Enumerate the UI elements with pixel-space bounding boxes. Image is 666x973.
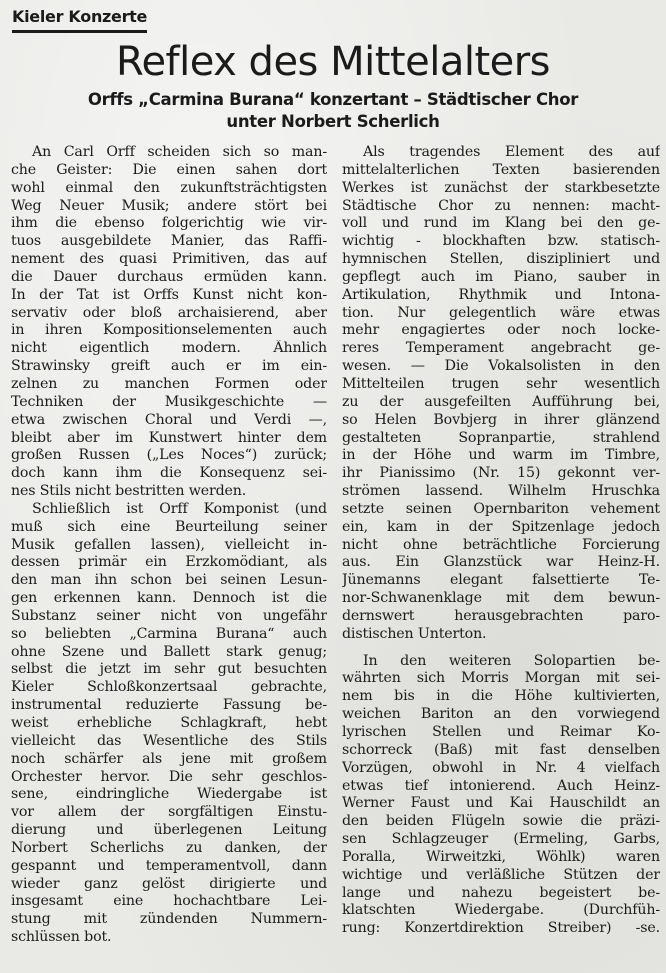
text-line: nement des quasi Primitiven, das auf [11,251,327,268]
text-line: etwa zwischen Choral und Verdi —, [11,411,327,428]
text-line: mehr engagiertes oder noch locke- [342,322,660,339]
right-column [342,144,660,938]
text-line: schlüssen bot. [11,929,112,946]
text-line: Vorzügen, obwohl in Nr. 4 vielfach [342,759,660,776]
text-line: stung mit zündenden Nummern- [11,911,327,928]
text-line: reres Temperament angebracht ge- [342,340,660,357]
text-line: tion. Nur gelegentlich wäre etwas [342,304,660,321]
text-line: lyrischen Stellen und Reimar Ko- [342,724,660,740]
text-line: sen Schlagzeuger (Ermeling, Garbs, [342,831,660,848]
text-line: weichen Bariton an den vorwiegend [342,706,660,723]
text-line: lange und nahezu begeistert be- [342,884,660,901]
text-line: Norbert Scherlichs zu danken, der [11,839,327,856]
text-line: in der Höhe und warm im Timbre, [342,447,660,464]
text-line: so Helen Bovbjerg in ihrer glänzend [342,411,660,428]
text-line: bleibt aber im Kunstwert hinter dem [11,429,327,446]
text-line: muß sich eine Beurteilung seiner [11,518,327,535]
text-line: mittelalterlichen Texten basierenden [342,161,660,178]
text-line: nicht eigentlich modern. Ähnlich [11,340,327,357]
text-line: sene, eindringliche Wiedergabe ist [11,786,327,803]
text-line: gespannt und temperamentvoll, dann [11,857,327,874]
text-line: dessen primär ein Erzkomödiant, als [11,554,327,571]
text-line: Mittelteilen trugen sehr wesentlich [342,375,660,392]
text-line: zelnen zu manchen Formen oder [11,375,327,392]
text-line: voll und rund im Klang bei den ge- [342,215,660,232]
text-line: hymnischen Stellen, diszipliniert und [342,251,660,268]
text-line: wichtig - blockhaften bzw. statisch- [342,233,660,250]
text-line: nicht ohne beträchtliche Forcierung [342,536,660,553]
text-line: Poralla, Wirweitzki, Wöhlk) waren [342,848,660,865]
text-line: Schließlich ist Orff Komponist (und [32,500,327,517]
text-line: nes Stils nicht bestritten werden. [11,483,247,500]
paragraph-gap [342,644,660,653]
text-line: weist erhebliche Schlagkraft, hebt [11,715,327,731]
subheadline-line: unter Norbert Scherlich [226,112,440,131]
text-line: wieder ganz gelöst dirigierte und [11,875,327,892]
text-line: instrumental reduzierte Fassung be- [11,697,327,714]
text-line: wohl einmal den zukunftsträchtigsten [11,179,327,196]
text-line: servativ oder bloß archaisierend, aber [11,304,327,321]
text-line: noch schärfer als jene mit großem [11,750,327,767]
text-line: rung: Konzertdirektion Streiber) -se. [342,920,660,937]
text-line: ihr Pianissimo (Nr. 15) gekonnt ver- [342,465,660,482]
text-line: Orchester hervor. Die sehr geschlos- [11,768,327,785]
section-kicker: Kieler Konzerte [12,6,147,33]
subheadline [0,89,666,133]
text-line: Weg Neuer Musik; andere stört bei [11,197,327,214]
text-line: selbst die jetzt im sehr gut besuchten [11,661,327,678]
text-line: In den weiteren Solopartien be- [363,652,660,669]
text-line: vielleicht das Wesentliche des Stils [11,732,327,749]
text-line: nor-Schwanenklage mit dem bewun- [342,590,660,607]
text-line: gen erkennen kann. Dennoch ist die [11,590,327,607]
text-line: wesen. — Die Vokalsolisten in den [342,358,660,375]
text-line: An Carl Orff scheiden sich so man- [32,144,327,160]
text-line: in ihren Kompositionselementen auch [11,322,327,339]
text-line: che Geister: Die einen sahen dort [11,161,327,178]
text-line: Substanz seiner nicht von ungefähr [11,607,327,624]
text-line: nem bis in die Höhe kultivierten, [342,688,660,705]
text-line: Musik gefallen lassen), vielleicht in- [11,536,327,553]
left-column [11,144,327,947]
text-line: Als tragendes Element des auf [363,144,660,160]
text-line: setzte seinen Opernbariton vehement [342,500,660,517]
text-line: großen Russen („Les Noces“) zurück; [11,447,327,464]
text-line: die Dauer durchaus ermüden kann. [11,268,327,285]
text-line: so beliebten „Carmina Burana“ auch [11,625,327,642]
text-line: distischen Unterton. [342,625,487,642]
text-line: den beiden Flügeln sowie die präzi- [342,813,660,830]
text-line: wichtige und verläßliche Stützen der [342,866,660,883]
text-line: Werner Faust und Kai Hauschildt an [342,795,660,812]
text-line: gepflegt auch im Piano, sauber in [342,268,660,285]
text-line: Städtische Chor zu nennen: macht- [342,197,660,214]
text-line: insgesamt eine hochachtbare Lei- [11,893,327,910]
text-line: dierung und überlegenen Leitung [11,822,327,839]
subheadline-line: Orffs „Carmina Burana“ konzertant – Städtischer Chor [87,90,579,109]
text-line: dernswert herausgebrachten paro- [342,607,660,624]
text-line: In der Tat ist Orffs Kunst nicht kon- [11,286,327,303]
text-line: Jünemanns elegant falsettierte Te- [342,572,660,589]
text-line: strömen lassend. Wilhelm Hruschka [342,483,660,500]
text-line: ohne Szene und Ballett stark genug; [11,643,327,660]
text-line: ihm die ebenso folgerichtig wie vir- [11,215,327,232]
text-line: ein, kam in der Spitzenlage jedoch [342,518,660,535]
text-line: Techniken der Musikgeschichte — [11,393,327,410]
text-line: vor allem der sorgfältigen Einstu- [11,804,327,821]
text-line: aus. Ein Glanzstück war Heinz-H. [342,554,660,571]
text-line: Strawinsky greift auch er im ein- [11,358,327,375]
text-line: tuos ausgebildete Manier, das Raffi- [11,233,327,250]
text-line: zu der ausgefeilten Aufführung bei, [342,393,660,410]
text-line: gestalteten Sopranpartie, strahlend [342,429,660,446]
text-line: schorreck (Baß) mit fast denselben [342,741,660,758]
text-line: den man ihn schon bei seinen Lesun- [11,572,327,589]
text-line: doch kann ihm die Konsequenz sei- [11,465,327,482]
text-line: klatschten Wiedergabe. (Durchfüh- [342,902,660,919]
headline: Reflex des Mittelalters [115,39,551,85]
text-line: Artikulation, Rhythmik und Intona- [342,286,660,303]
text-line: währten sich Morris Morgan mit sei- [342,670,660,687]
text-line: Werkes ist zunächst der starkbesetzte [342,179,660,196]
text-line: etwas tief intonierend. Auch Heinz- [342,777,660,794]
text-line: Kieler Schloßkonzertsaal gebrachte, [11,679,327,696]
